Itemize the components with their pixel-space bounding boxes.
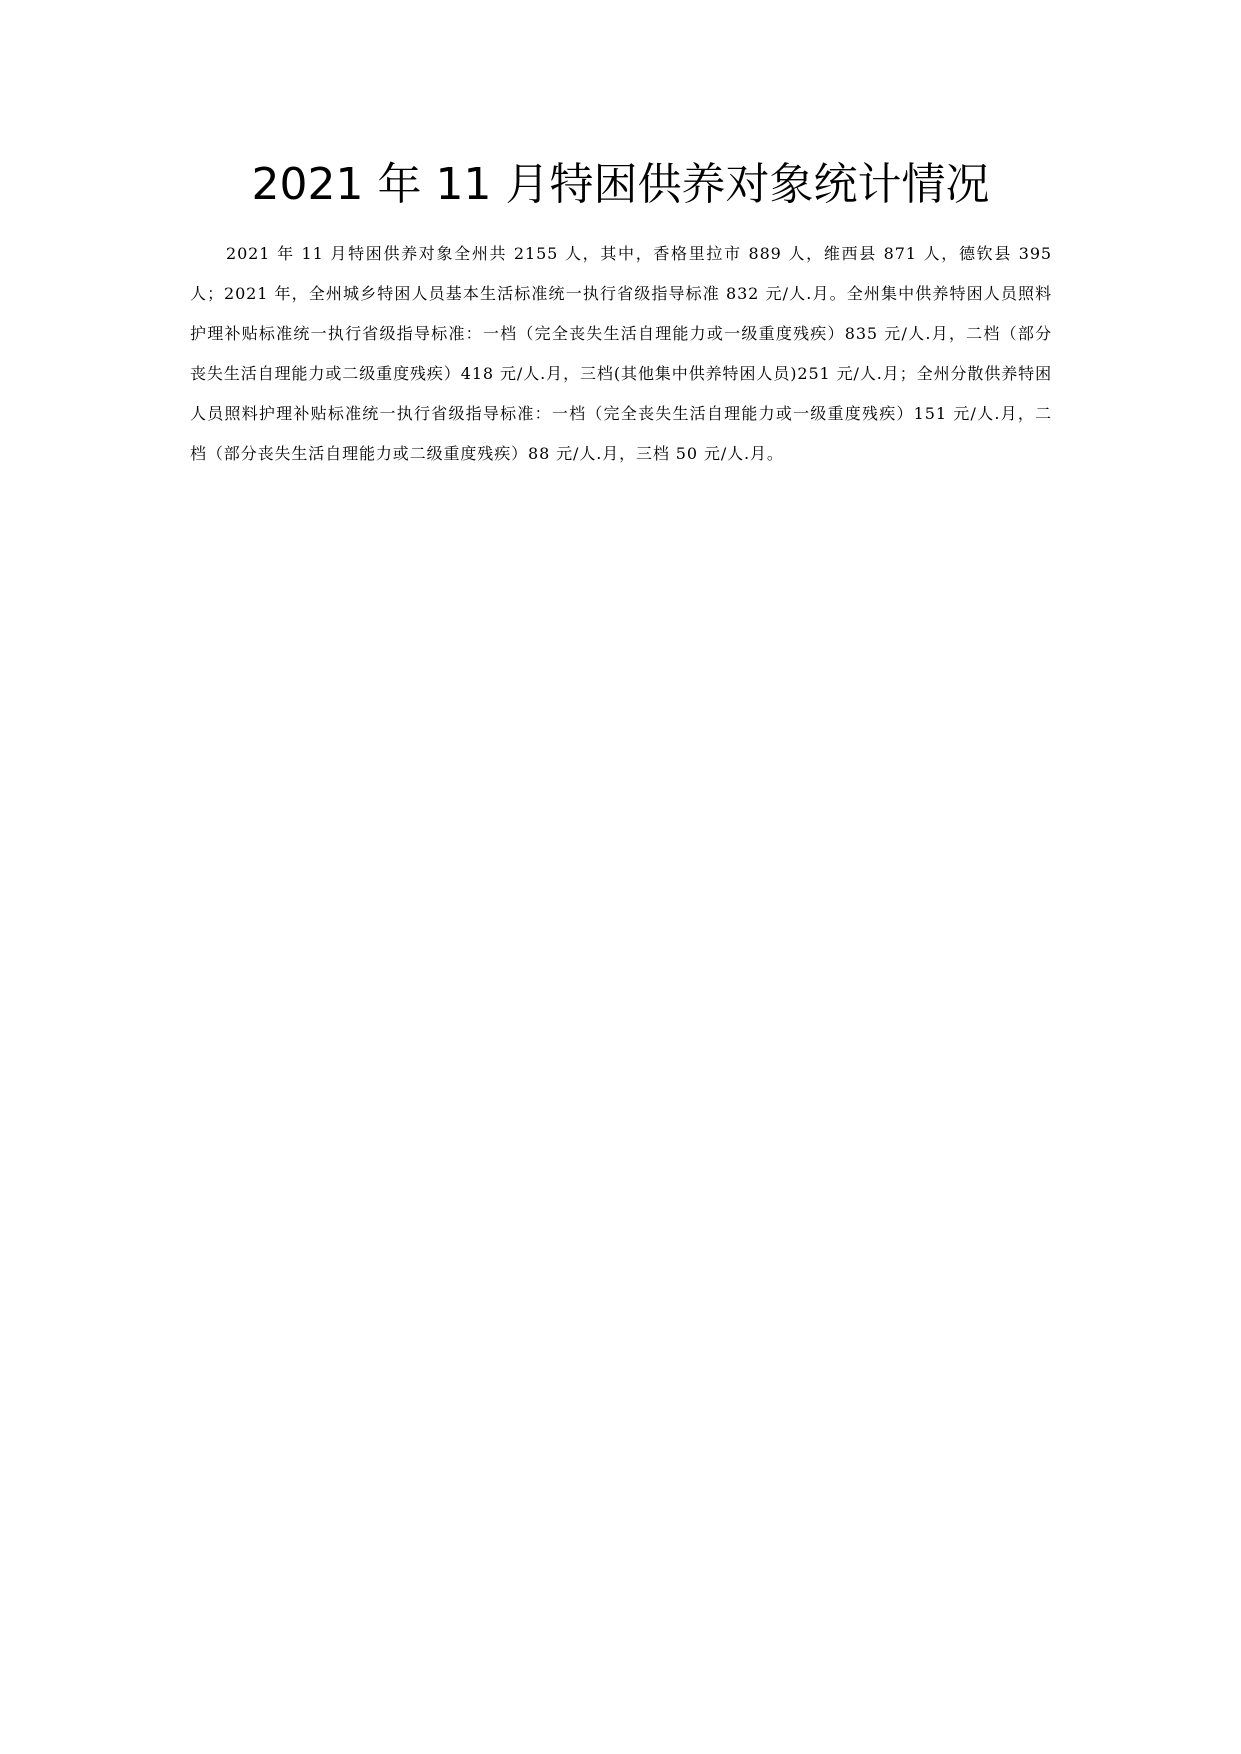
document-title: 2021 年 11 月特困供养对象统计情况	[251, 159, 990, 210]
body-paragraph: 2021 年 11 月特困供养对象全州共 2155 人，其中，香格里拉市 889 人，维西县 871 人，德钦县 395 人；2021 年，全州城乡特困人员基本生活标准统一执行省级指导标准 832 元/人.月。全州集中供养特困人员照料护理补贴标准统一执行省级指导标准：一档（完全丧失生活自理能力或一级重度残疾）835 元/人.月，二档（部分丧失生活自理能力或二级重度残疾）418 元/人.月，三档(其他集中供养特困人员)251 元/人.月；全州分散供养特困人员照料护理补贴标准统一执行省级指导标准：一档（完全丧失生活自理能力或一级重度残疾）151 元/人.月，二档（部分丧失生活自理能力或二级重度残疾）88 元/人.月，三档 50 元/人.月。	[190, 244, 1052, 463]
